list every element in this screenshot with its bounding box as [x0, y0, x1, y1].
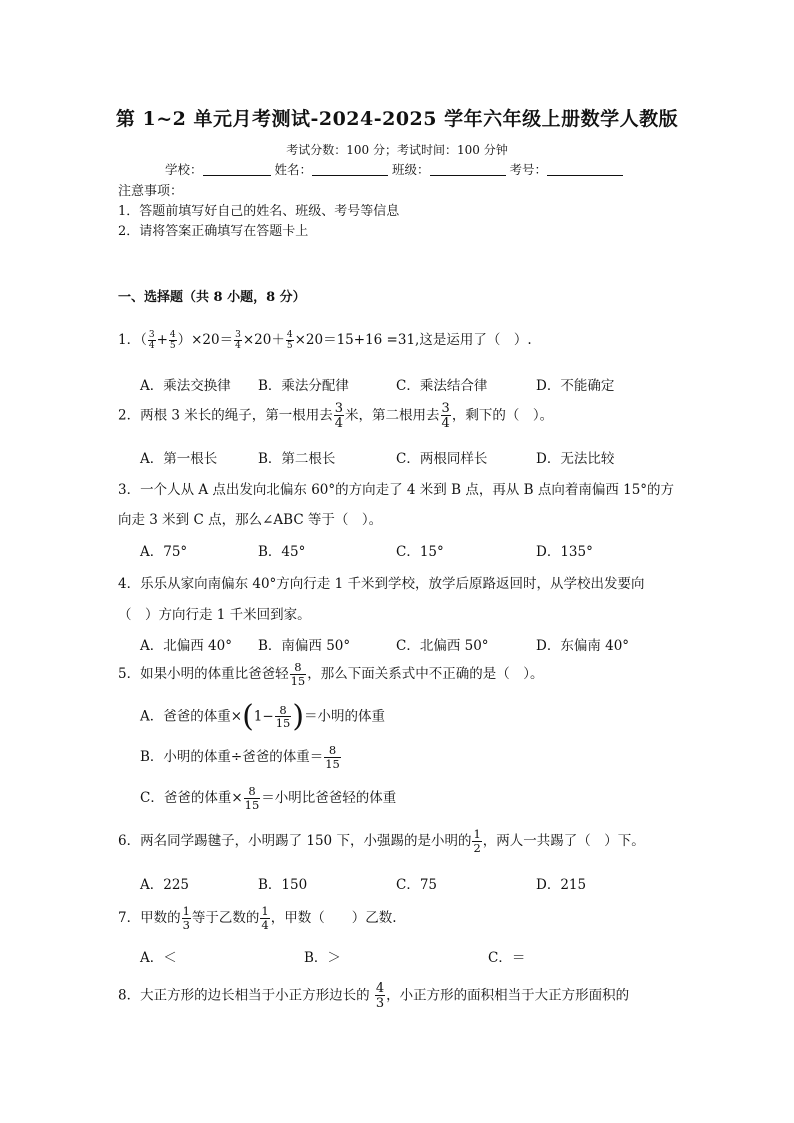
- option-c[interactable]: C．＝: [488, 950, 526, 966]
- q1-text: ×20＋: [242, 332, 285, 348]
- option-d[interactable]: D．东偏南 40°: [536, 638, 630, 654]
- option-b[interactable]: B．45°: [258, 544, 306, 560]
- close-paren: ): [292, 699, 305, 734]
- q6-text: 6．两名同学踢毽子，小明踢了 150 下，小强踢的是小明的: [118, 833, 472, 849]
- q7-text: 7．甲数的: [118, 910, 181, 926]
- option-c[interactable]: C．75: [396, 877, 438, 893]
- option-c[interactable]: C．北偏西 50°: [396, 638, 489, 654]
- option-c[interactable]: C．两根同样长: [396, 451, 488, 467]
- option-a[interactable]: A．225: [140, 877, 190, 893]
- option-b-text: B．小明的体重÷爸爸的体重＝: [140, 749, 324, 765]
- fraction: $\frac{4}{5}$: [286, 329, 293, 351]
- option-c-text: ＝小明比爸爸轻的体重: [261, 790, 397, 806]
- option-d[interactable]: D．135°: [536, 544, 593, 560]
- number-label: 考号：: [509, 162, 548, 177]
- q2-text: ，剩下的（ ）。: [451, 407, 554, 424]
- fraction: $\frac{8}{15}$: [244, 784, 260, 812]
- q1-text: 1．（: [118, 332, 147, 348]
- q5-text: 5．如果小明的体重比爸爸轻: [118, 666, 289, 682]
- note-item: 2．请将答案正确填写在答题卡上: [118, 224, 309, 239]
- option-a-text: 1−: [253, 708, 274, 725]
- school-blank[interactable]: [203, 163, 271, 176]
- option-a-text: ＝小明的体重: [304, 708, 386, 725]
- option-a[interactable]: A．＜: [140, 950, 177, 966]
- option-c[interactable]: C．乘法结合律: [396, 378, 488, 394]
- q5-option-b[interactable]: [140, 745, 342, 770]
- q6-text: ，两人一共踢了（ ）下。: [482, 833, 645, 849]
- q1-text: ×20＝15+16 =31,这是运用了（ ）.: [294, 332, 532, 348]
- fraction: $\frac{4}{5}$: [169, 329, 176, 351]
- name-label: 姓名：: [274, 162, 313, 177]
- question-8: [118, 982, 629, 1010]
- option-a-text: A．爸爸的体重×: [140, 708, 243, 725]
- option-b[interactable]: B．150: [258, 877, 308, 893]
- exam-info: 考试分数：100 分；考试时间：100 分钟: [286, 143, 508, 157]
- q7-text: 等于乙数的: [191, 910, 260, 926]
- question-1: [118, 328, 532, 351]
- class-blank[interactable]: [430, 163, 506, 176]
- option-a[interactable]: A．北偏西 40°: [140, 638, 232, 654]
- number-blank[interactable]: [547, 163, 623, 176]
- question-4-cont: （ ）方向行走 1 千米回到家。: [118, 607, 311, 623]
- fraction: $\frac{3}{4}$: [334, 401, 344, 431]
- option-a[interactable]: A．75°: [140, 544, 188, 560]
- option-b[interactable]: B．乘法分配律: [258, 378, 349, 394]
- fraction: $\frac{8}{15}$: [275, 702, 291, 730]
- option-c-text: C．爸爸的体重×: [140, 790, 243, 806]
- section-title: 一、选择题（共 8 小题，8 分）: [118, 290, 306, 305]
- q5-text: ，那么下面关系式中不正确的是（ ）。: [307, 666, 544, 682]
- question-4: 4．乐乐从家向南偏东 40°方向行走 1 千米到学校，放学后原路返回时，从学校出发要向: [118, 576, 645, 592]
- question-5: [118, 662, 543, 687]
- question-3: 3．一个人从 A 点出发向北偏东 60°的方向走了 4 米到 B 点，再从 B 点向着南偏西 15°的方: [118, 482, 675, 498]
- q1-text: ）×20＝: [177, 332, 234, 348]
- q7-text: ，甲数（ ）乙数.: [270, 910, 397, 926]
- option-a[interactable]: A．第一根长: [140, 451, 218, 467]
- student-fields: [165, 160, 623, 178]
- notes-heading: 注意事项：: [118, 184, 184, 199]
- option-d[interactable]: D．不能确定: [536, 378, 615, 394]
- fraction: $\frac{3}{4}$: [441, 401, 450, 431]
- q8-text: ，小正方形的面积相当于大正方形面积的: [386, 987, 630, 1004]
- option-c[interactable]: C．15°: [396, 544, 444, 560]
- question-3-cont: 向走 3 米到 C 点，那么∠ABC 等于（ ）。: [118, 512, 383, 528]
- fraction: $\frac{3}{4}$: [148, 329, 155, 351]
- option-d[interactable]: D．215: [536, 877, 587, 893]
- note-item: 1．答题前填写好自己的姓名、班级、考号等信息: [118, 204, 400, 219]
- option-a[interactable]: A．乘法交换律: [140, 378, 231, 394]
- question-6: [118, 829, 645, 854]
- option-b[interactable]: B．＞: [304, 950, 341, 966]
- fraction: $\frac{8}{15}$: [325, 743, 340, 771]
- open-paren: (: [242, 699, 254, 734]
- q1-text: +: [156, 332, 168, 348]
- option-b[interactable]: B．南偏西 50°: [258, 638, 351, 654]
- q5-option-a[interactable]: [140, 699, 386, 734]
- class-label: 班级：: [392, 162, 430, 177]
- fraction: $\frac{1}{2}$: [473, 827, 481, 855]
- fraction: $\frac{1}{3}$: [182, 904, 190, 932]
- option-b[interactable]: B．第二根长: [258, 451, 336, 467]
- q2-text: 米，第二根用去: [345, 407, 440, 424]
- fraction: $\frac{3}{4}$: [235, 329, 241, 351]
- school-label: 学校：: [165, 162, 203, 177]
- question-2: [118, 402, 553, 430]
- page-title: 第 1~2 单元月考测试-2024-2025 学年六年级上册数学人教版: [115, 108, 679, 130]
- q8-text: 8．大正方形的边长相当于小正方形边长的: [118, 987, 370, 1004]
- fraction: $\frac{1}{4}$: [261, 904, 269, 932]
- fraction: $\frac{4}{3}$: [375, 981, 385, 1011]
- name-blank[interactable]: [312, 163, 388, 176]
- question-7: [118, 906, 397, 931]
- notes: [118, 182, 399, 242]
- fraction: $\frac{8}{15}$: [290, 660, 306, 688]
- q2-text: 2．两根 3 米长的绳子，第一根用去: [118, 407, 333, 424]
- q5-option-c[interactable]: [140, 786, 396, 811]
- option-d[interactable]: D．无法比较: [536, 451, 615, 467]
